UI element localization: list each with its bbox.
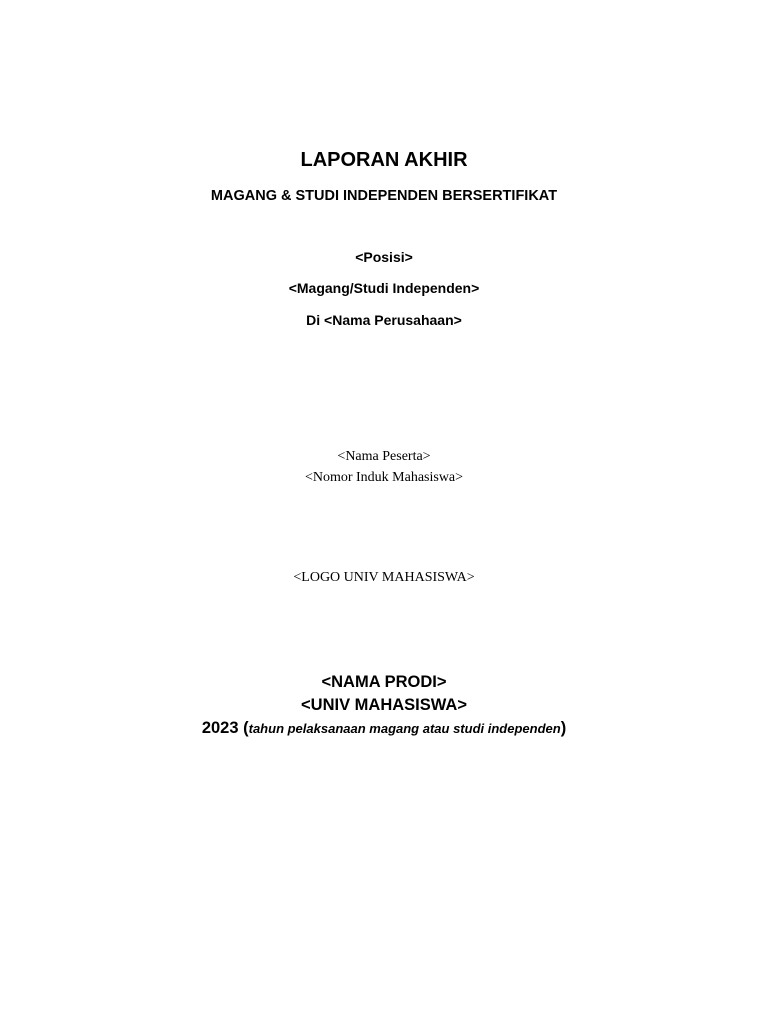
- year-line: [0, 719, 768, 738]
- year-value: 2023: [201, 719, 239, 737]
- company-placeholder: Di <Nama Perusahaan>: [306, 312, 462, 328]
- participant-name-placeholder: <Nama Peserta>: [337, 449, 431, 464]
- student-id-placeholder: <Nomor Induk Mahasiswa>: [304, 470, 464, 485]
- year-note: tahun pelaksanaan magang atau studi independen: [248, 721, 561, 736]
- program-placeholder: <Magang/Studi Independen>: [288, 280, 480, 296]
- year-note-close: ): [560, 719, 567, 737]
- study-program-placeholder: <NAMA PRODI>: [321, 673, 447, 691]
- report-subtitle: MAGANG & STUDI INDEPENDEN BERSERTIFIKAT: [210, 188, 558, 204]
- position-placeholder: <Posisi>: [355, 249, 413, 265]
- year-note-open: (: [238, 719, 249, 737]
- report-title: LAPORAN AKHIR: [300, 149, 468, 171]
- university-placeholder: <UNIV MAHASISWA>: [301, 696, 467, 714]
- university-logo-placeholder: <LOGO UNIV MAHASISWA>: [293, 570, 475, 585]
